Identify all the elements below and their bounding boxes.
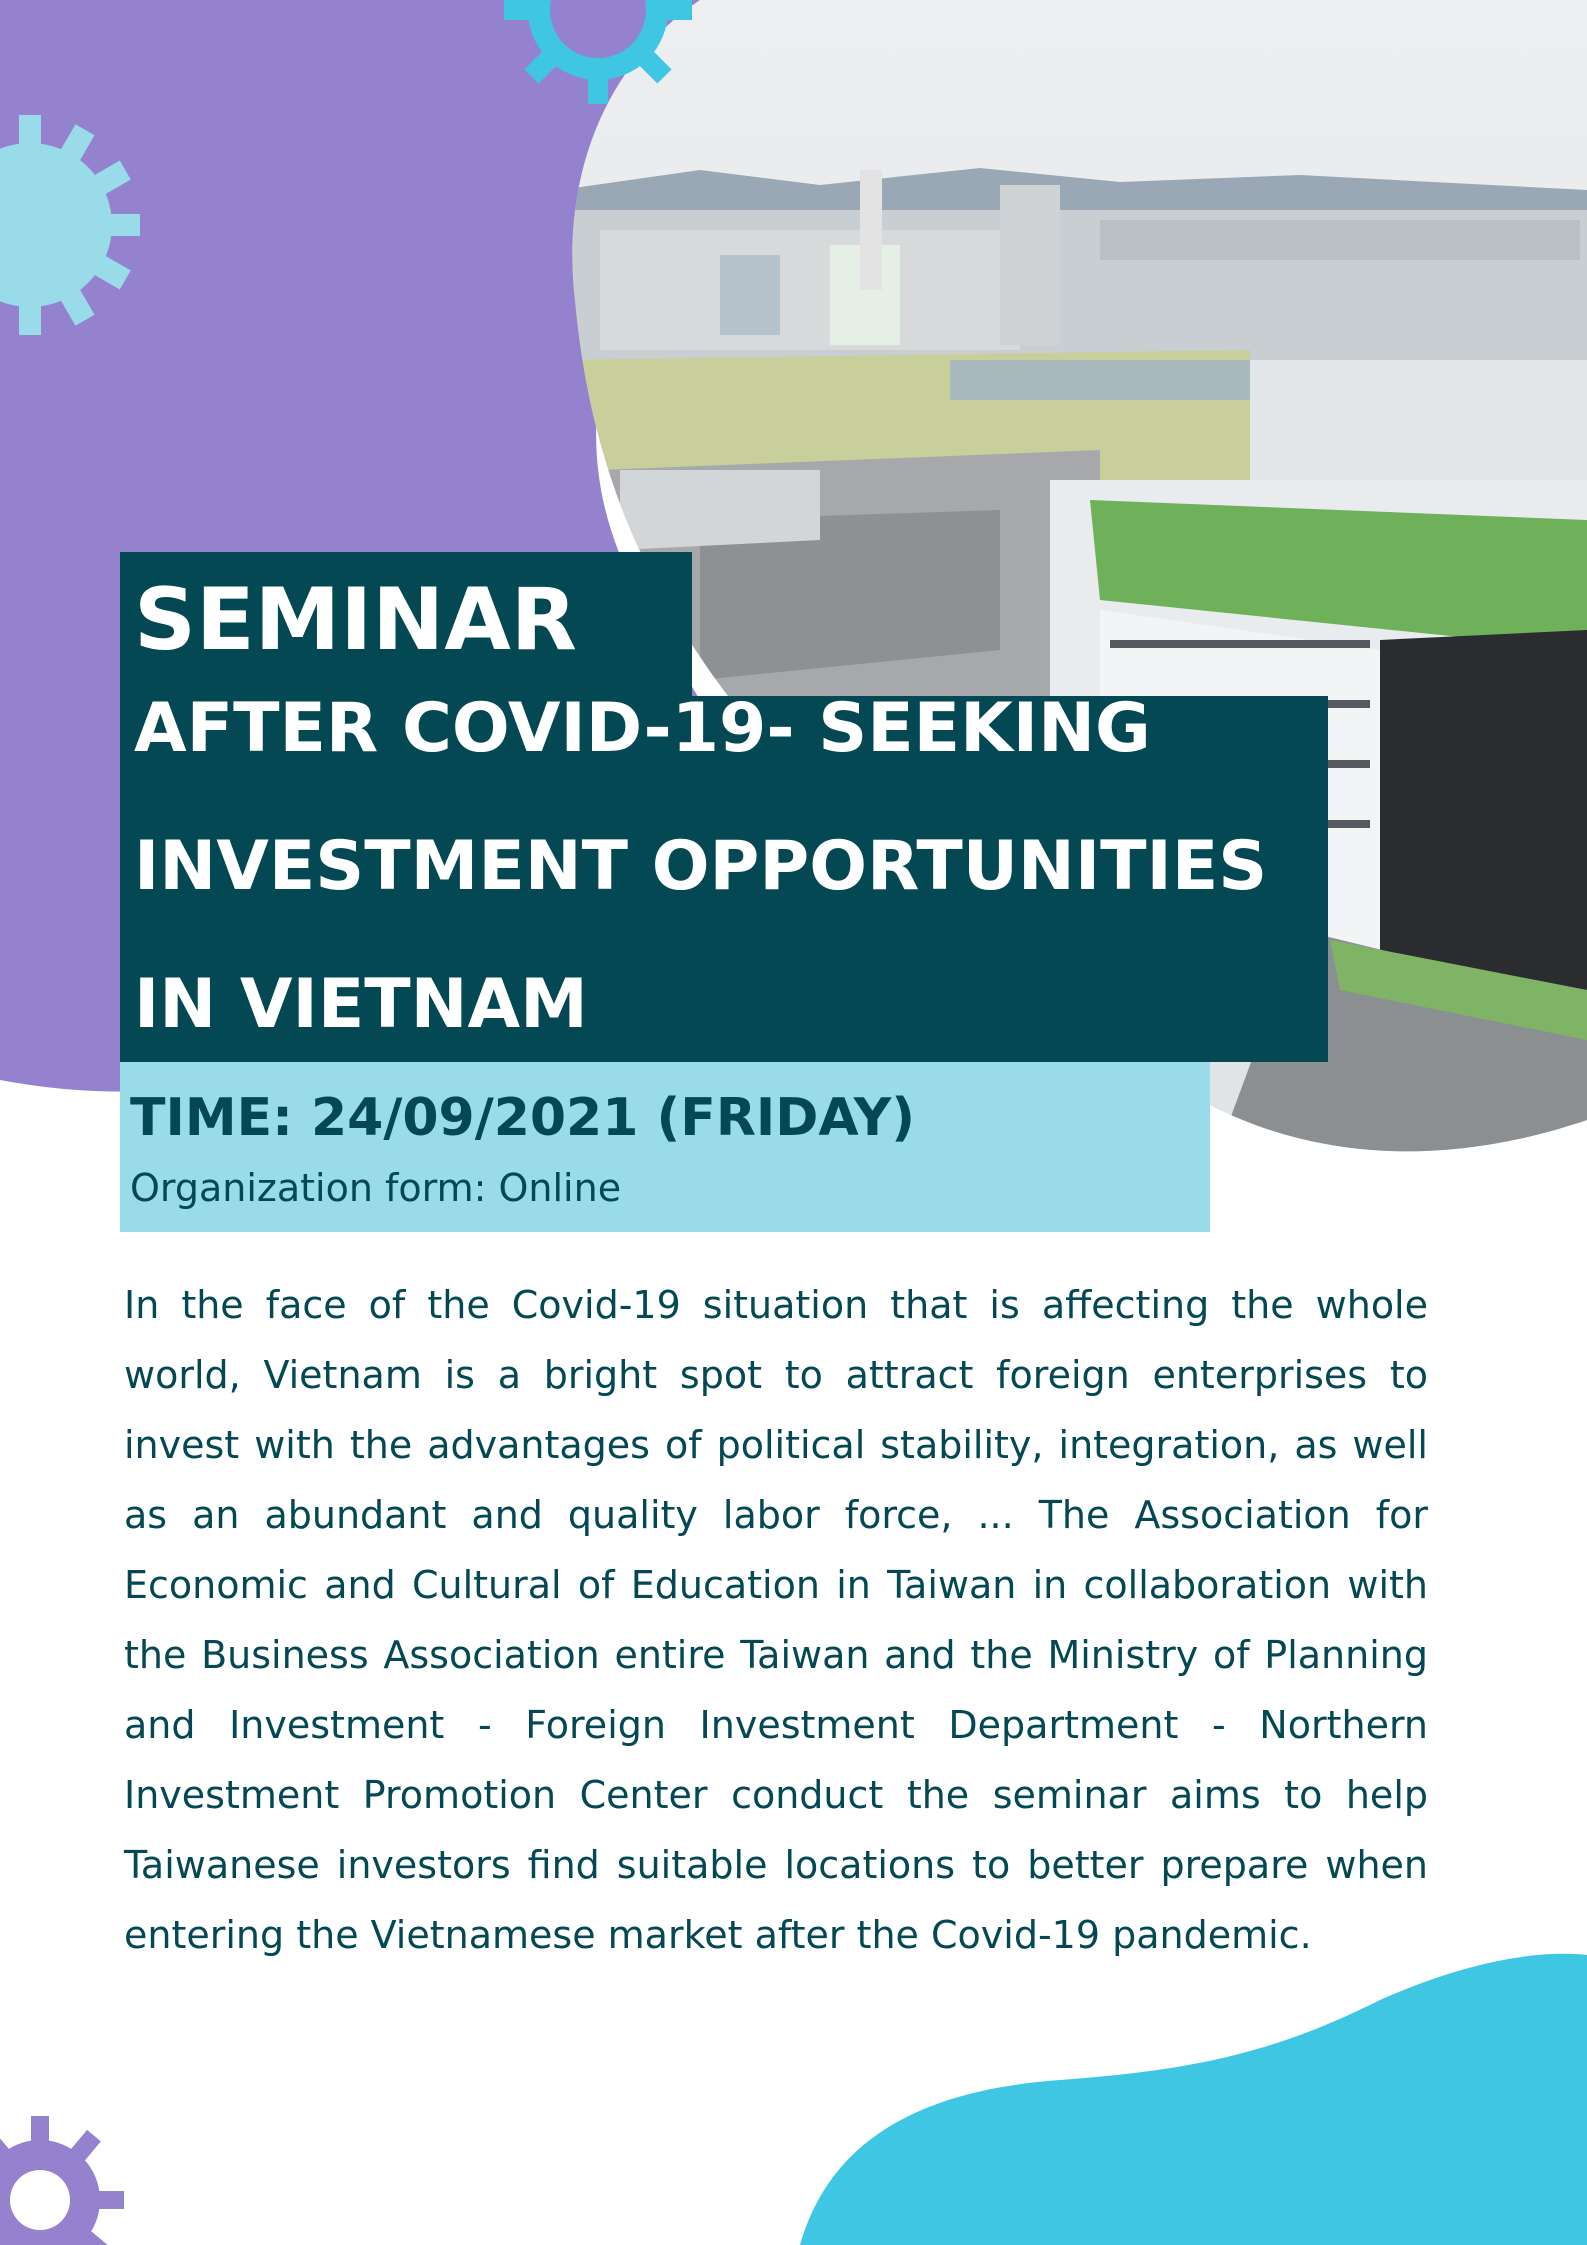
title-line: AFTER COVID-19- SEEKING [134,689,1151,768]
seminar-label: SEMINAR [120,552,692,702]
title-line: IN VIETNAM [134,965,588,1044]
description-paragraph: In the face of the Covid-19 situation that is affecting the whole world, Vietnam is a bright spot to attract foreign enterprises to invest with the advantages of political stability, integration, as well as an abundant and quality labor force, ... The Association for Economic and Cultural of Education in Taiwan in collaboration with the Business Association entire Taiwan and the Ministry of Planning and Investment - Foreign Investment Department - Northern Investment Promotion Center conduct the seminar aims to help Taiwanese investors find suitable locations to better prepare when entering the Vietnamese market after the Covid-19 pandemic. [124,1283,1428,1957]
event-time: TIME: 24/09/2021 (FRIDAY) [130,1088,916,1148]
seminar-title [120,689,1328,1062]
cyan-blob [800,1954,1587,2245]
organization-form: Organization form: Online [130,1166,622,1210]
virus-icon [0,2116,124,2245]
title-line: INVESTMENT OPPORTUNITIES [134,827,1268,906]
event-info-box [120,1062,1210,1232]
